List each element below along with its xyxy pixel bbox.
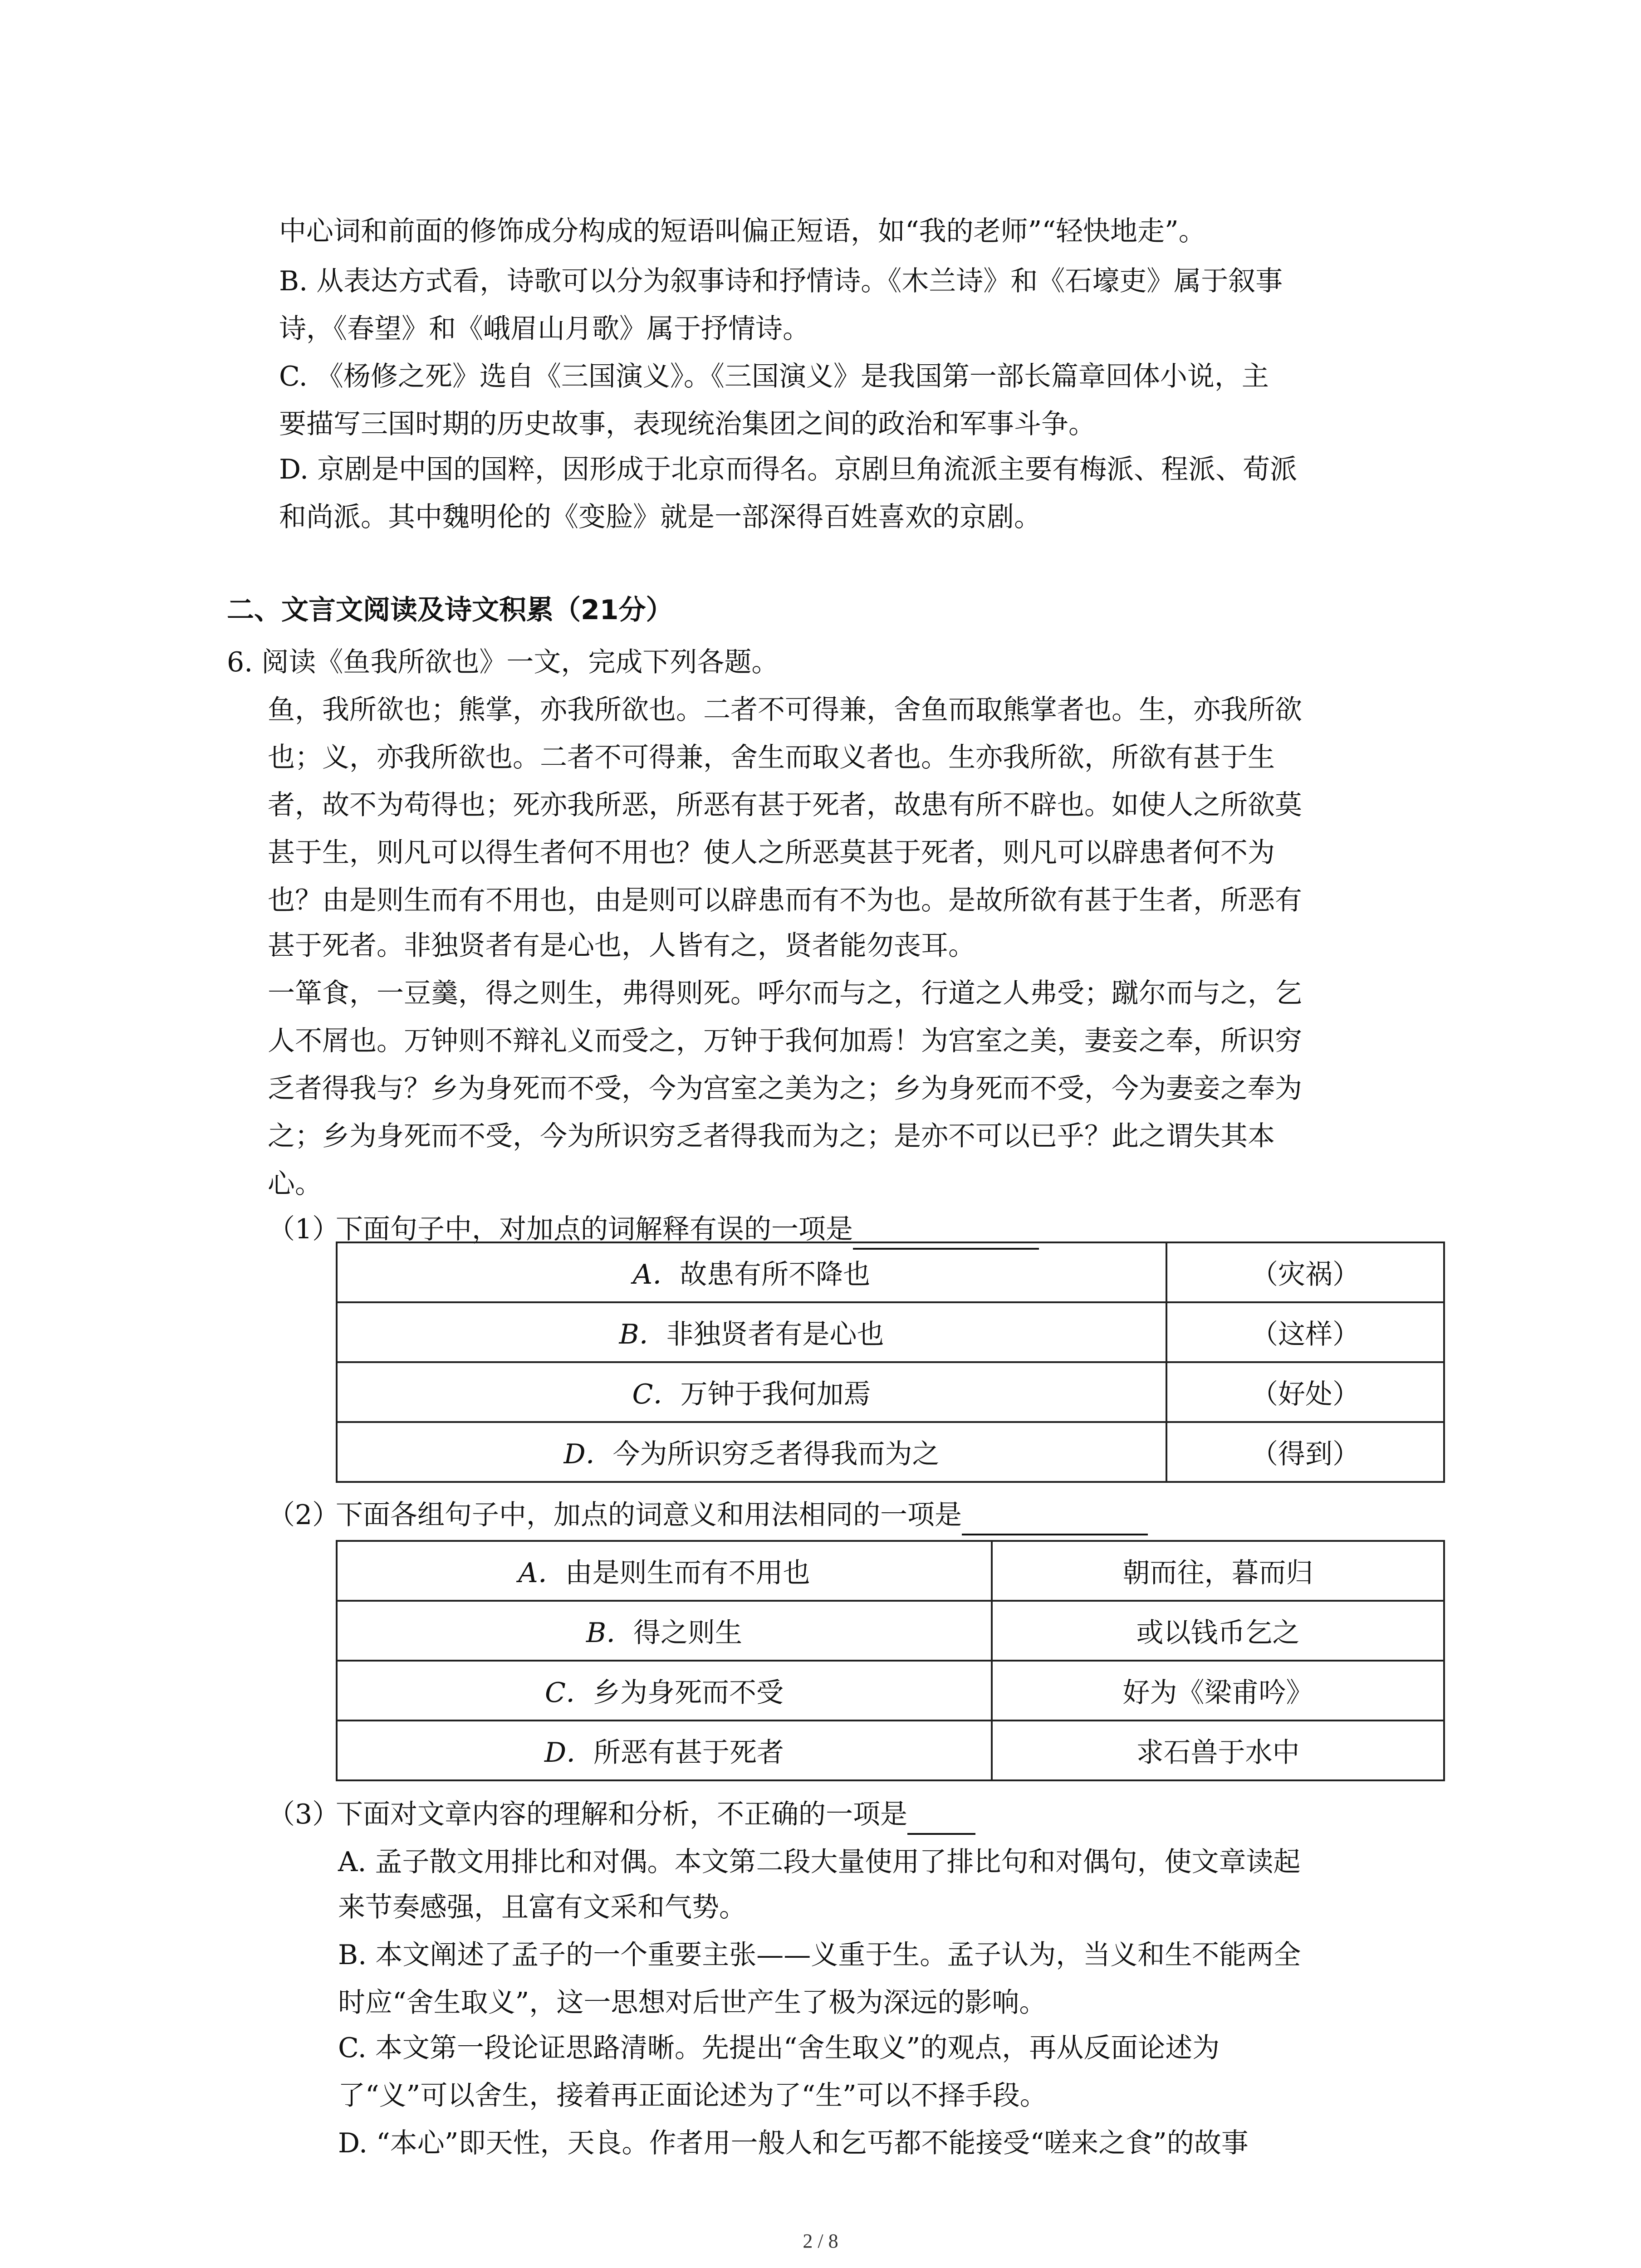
- option-text-line: 了“义”可以舍生，接着再正面论述为了“生”可以不择手段。: [338, 2080, 1047, 2112]
- option-text-line: D. “本心”即天性，天良。作者用一般人和乞丐都不能接受“嗟来之食”的故事: [338, 2127, 1249, 2159]
- passage-line: 甚于生，则凡可以得生者何不用也？使人之所恶莫甚于死者，则凡可以辟患者何不为: [268, 837, 1275, 869]
- page-number: 2 / 8: [803, 2230, 838, 2252]
- subquestion-number: （3）: [268, 1799, 340, 1830]
- option-text-line: 要描写三国时期的历史故事，表现统治集团之间的政治和军事斗争。: [279, 408, 1096, 440]
- passage-line: 甚于死者。非独贤者有是心也，人皆有之，贤者能勿丧耳。: [268, 930, 975, 962]
- table-cell-sentence: A．故患有所不降也: [337, 1242, 1166, 1302]
- table-cell-gloss: （好处）: [1166, 1362, 1444, 1422]
- option-text-line: 来节奏感强，且富有文采和气势。: [338, 1892, 746, 1923]
- table-cell-gloss: （得到）: [1166, 1422, 1444, 1482]
- subquestion-prompt: 下面各组句子中，加点的词意义和用法相同的一项是: [336, 1499, 962, 1531]
- table-cell-sentence: B．非独贤者有是心也: [337, 1302, 1166, 1362]
- option-text-line: B. 从表达方式看，诗歌可以分为叙事诗和抒情诗。《木兰诗》和《石壕吏》属于叙事: [279, 265, 1283, 297]
- subquestion-2: [268, 1495, 1148, 1535]
- table-cell-compare: 或以钱币乞之: [992, 1601, 1444, 1661]
- subquestion-3: [268, 1794, 975, 1835]
- passage-line: 也；义，亦我所欲也。二者不可得兼，舍生而取义者也。生亦我所欲，所欲有甚于生: [268, 742, 1275, 773]
- passage-line: 之；乡为身死而不受，今为所识穷乏者得我而为之；是亦不可以已乎？此之谓失其本: [268, 1120, 1275, 1152]
- option-text-line: 时应“舍生取义”，这一思想对后世产生了极为深远的影响。: [338, 1987, 1047, 2019]
- option-text-line: C. 《杨修之死》选自《三国演义》。《三国演义》是我国第一部长篇章回体小说，主: [279, 361, 1269, 392]
- option-text-line: D. 京剧是中国的国粹，因形成于北京而得名。京剧旦角流派主要有梅派、程派、荀派: [279, 454, 1298, 485]
- passage-line: 心。: [268, 1168, 322, 1200]
- passage-line: 一箪食，一豆羹，得之则生，弗得则死。呼尔而与之，行道之人弗受；蹴尔而与之，乞: [268, 978, 1302, 1009]
- answer-blank[interactable]: [962, 1505, 1148, 1535]
- option-text-line: 中心词和前面的修饰成分构成的短语叫偏正短语，如“我的老师”“轻快地走”。: [279, 215, 1206, 247]
- table-cell-compare: 求石兽于水中: [992, 1721, 1444, 1780]
- passage-line: 乏者得我与？乡为身死而不受，今为宫室之美为之；乡为身死而不受，今为妻妾之奉为: [268, 1073, 1302, 1105]
- table-cell-gloss: （灾祸）: [1166, 1242, 1444, 1302]
- passage-line: 鱼，我所欲也；熊掌，亦我所欲也。二者不可得兼，舍鱼而取熊掌者也。生，亦我所欲: [268, 694, 1302, 726]
- table-row: [337, 1302, 1444, 1362]
- subquestion-prompt: 下面对文章内容的理解和分析，不正确的一项是: [336, 1799, 907, 1830]
- option-text-line: 和尚派。其中魏明伦的《变脸》就是一部深得百姓喜欢的京剧。: [279, 501, 1041, 533]
- subquestion-number: （2）: [268, 1499, 340, 1531]
- table-row: [337, 1422, 1444, 1482]
- option-text-line: 诗，《春望》和《峨眉山月歌》属于抒情诗。: [279, 313, 810, 345]
- table-cell-gloss: （这样）: [1166, 1302, 1444, 1362]
- question-title: 6. 阅读《鱼我所欲也》一文，完成下列各题。: [227, 646, 779, 678]
- table-cell-compare: 好为《梁甫吟》: [992, 1661, 1444, 1721]
- answer-blank[interactable]: [907, 1805, 975, 1835]
- option-text-line: A. 孟子散文用排比和对偶。本文第二段大量使用了排比句和对偶句，使文章读起: [338, 1846, 1301, 1878]
- option-text-line: C. 本文第一段论证思路清晰。先提出“舍生取义”的观点，再从反面论述为: [338, 2032, 1220, 2064]
- section-heading: 二、文言文阅读及诗文积累（21分）: [227, 594, 673, 626]
- table-cell-sentence: A．由是则生而有不用也: [337, 1541, 992, 1601]
- table-cell-sentence: C．乡为身死而不受: [337, 1661, 992, 1721]
- table-cell-compare: 朝而往，暮而归: [992, 1541, 1444, 1601]
- table-row: [337, 1242, 1444, 1302]
- table-row: [337, 1541, 1444, 1601]
- table-cell-sentence: C．万钟于我何加焉: [337, 1362, 1166, 1422]
- passage-line: 人不屑也。万钟则不辩礼义而受之，万钟于我何加焉！为宫室之美，妻妾之奉，所识穷: [268, 1025, 1302, 1057]
- table-cell-sentence: D．所恶有甚于死者: [337, 1721, 992, 1780]
- q1-table: [336, 1242, 1445, 1483]
- table-row: [337, 1661, 1444, 1721]
- table-row: [337, 1362, 1444, 1422]
- subquestion-number: （1）: [268, 1213, 340, 1245]
- table-cell-sentence: B．得之则生: [337, 1601, 992, 1661]
- subquestion-prompt: 下面句子中，对加点的词解释有误的一项是: [336, 1213, 853, 1245]
- passage-line: 者，故不为苟得也；死亦我所恶，所恶有甚于死者，故患有所不辟也。如使人之所欲莫: [268, 789, 1302, 821]
- table-cell-sentence: D．今为所识穷乏者得我而为之: [337, 1422, 1166, 1482]
- passage-line: 也？由是则生而有不用也，由是则可以辟患而有不为也。是故所欲有甚于生者，所恶有: [268, 885, 1302, 916]
- option-text-line: B. 本文阐述了孟子的一个重要主张——义重于生。孟子认为，当义和生不能两全: [338, 1939, 1301, 1971]
- table-row: [337, 1601, 1444, 1661]
- table-row: [337, 1721, 1444, 1780]
- q2-table: [336, 1540, 1445, 1781]
